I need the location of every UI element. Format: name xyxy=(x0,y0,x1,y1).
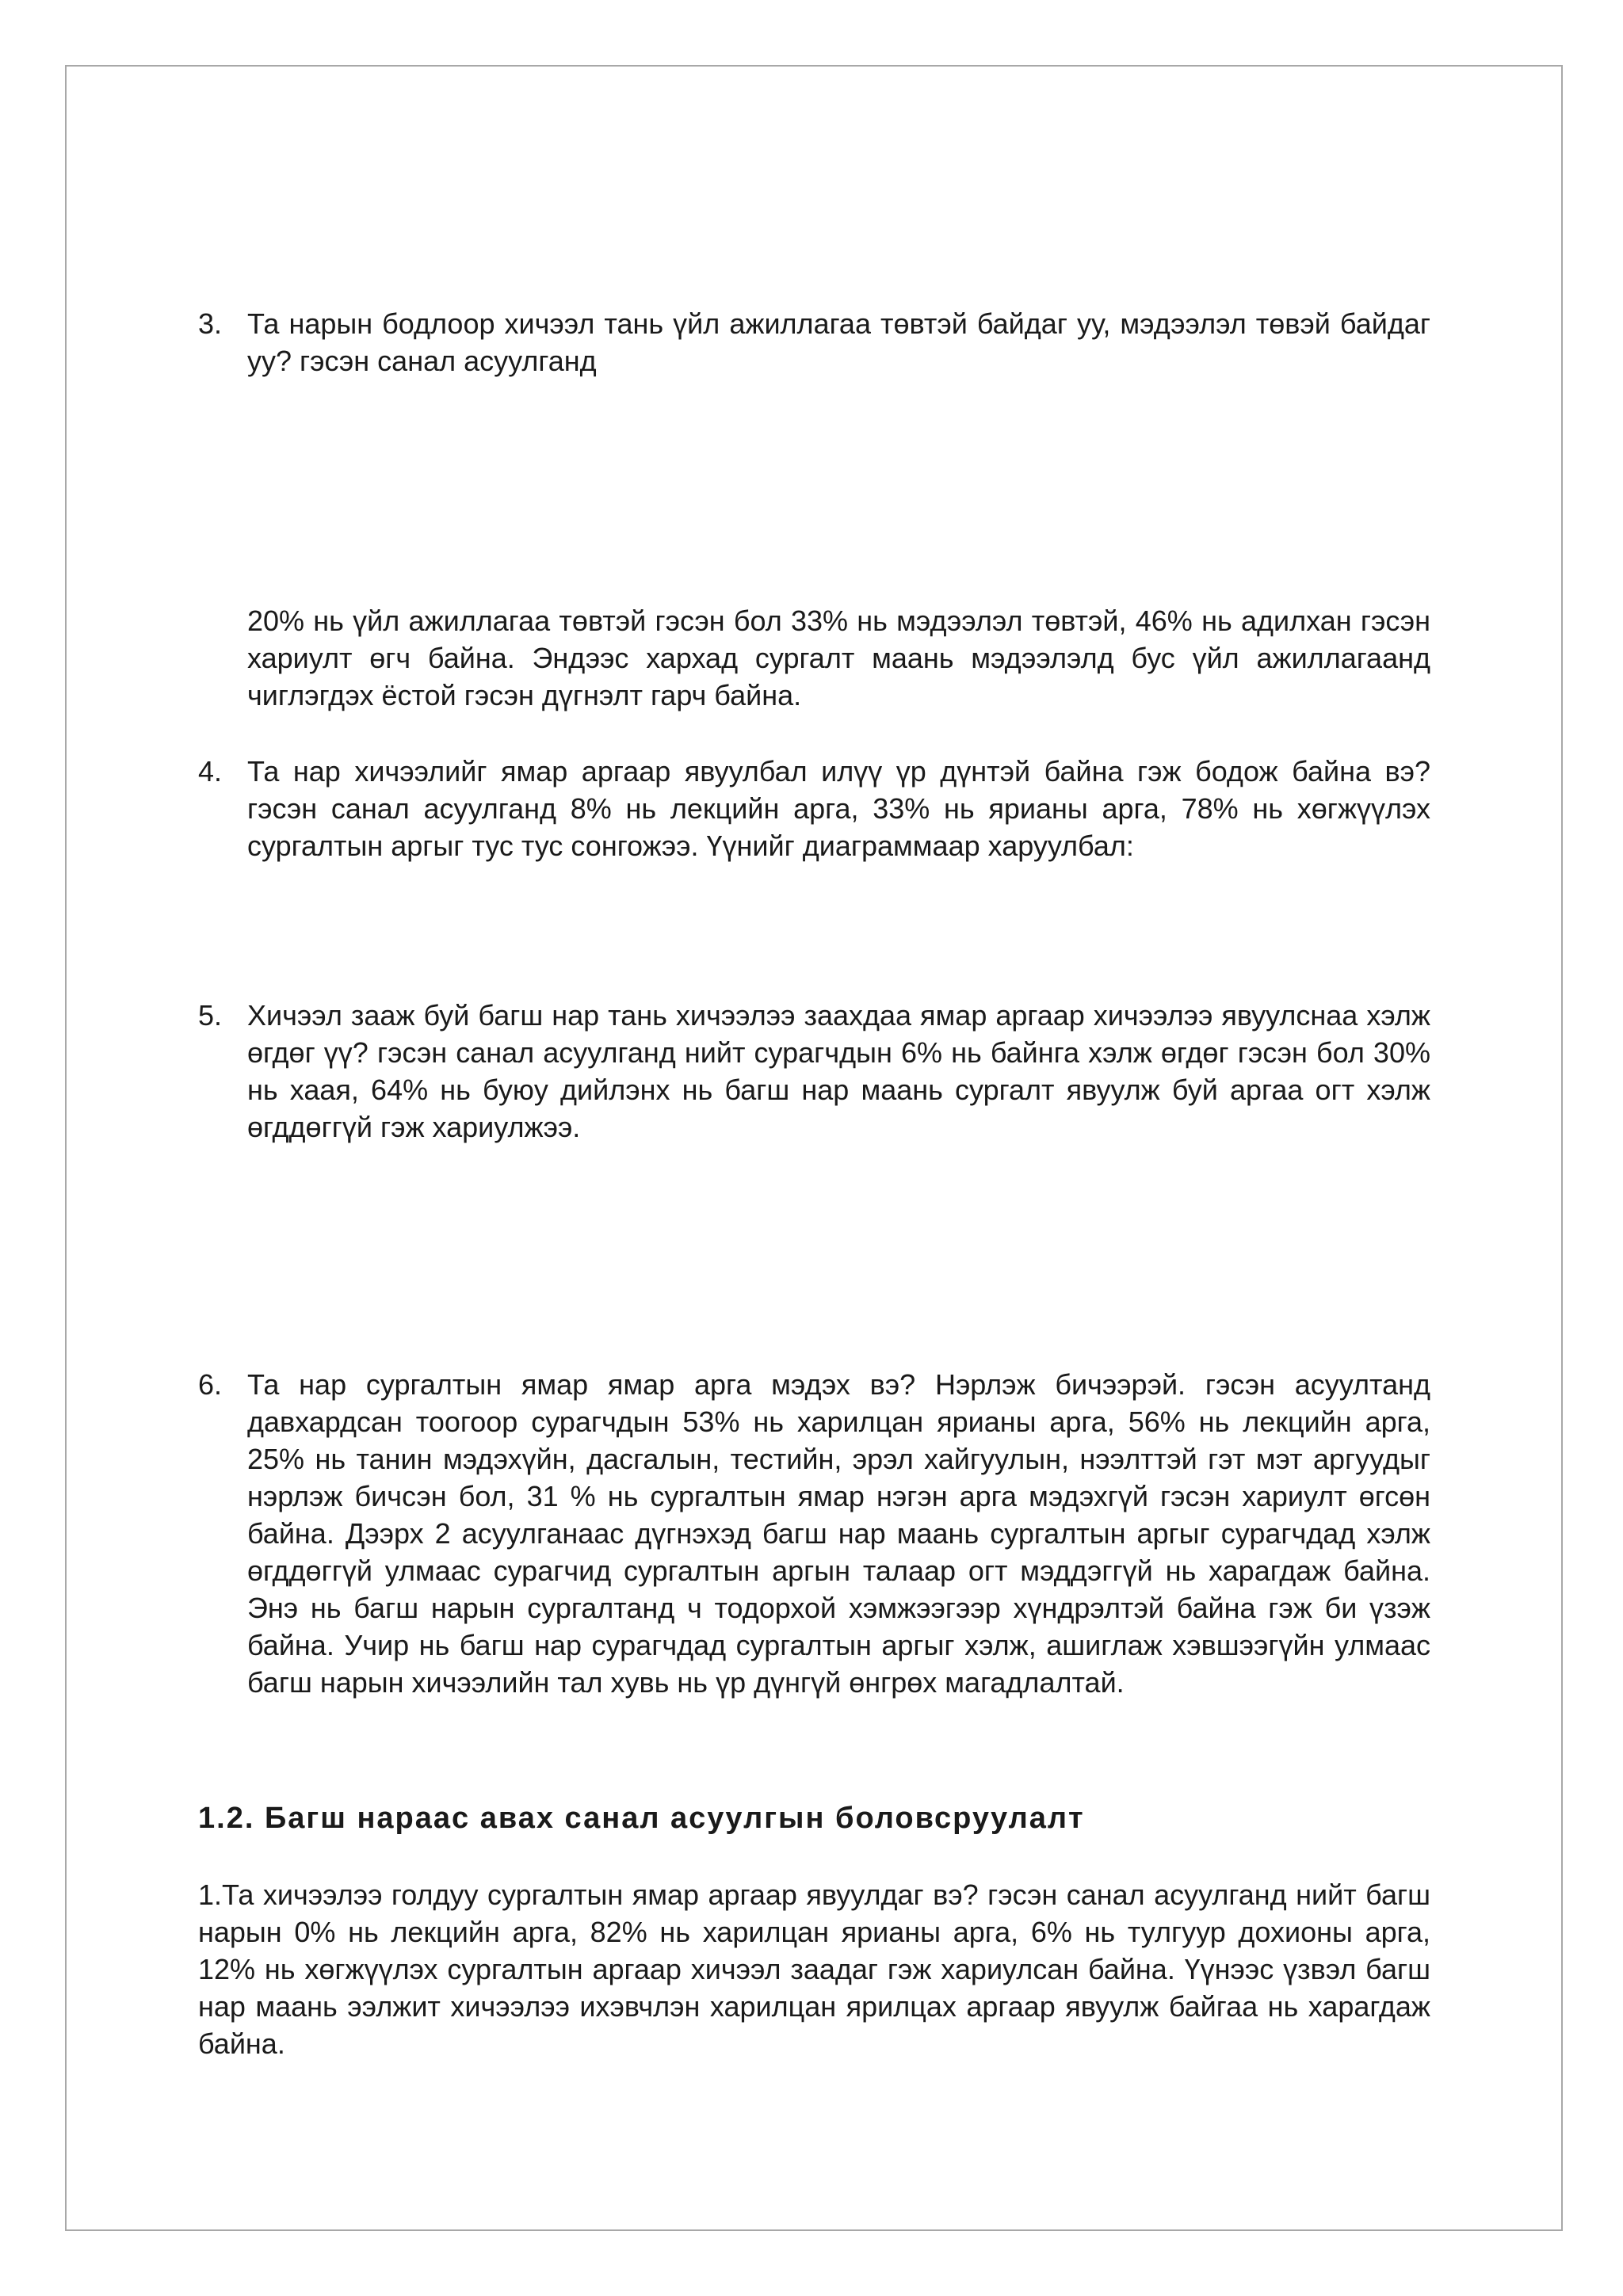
item-number: 3. xyxy=(198,307,223,340)
item-number: 5. xyxy=(198,999,223,1032)
q3-result-paragraph: 20% нь үйл ажиллагаа төвтэй гэсэн бол 33% нь мэдээлэл төвтэй, 46% нь адилхан гэсэн хариулт өгч байна. Эндээс хархад сургалт маань мэдээлэлд бус үйл ажиллагаанд чиглэгдэх ёстой гэсэн дүгнэлт гарч байна. xyxy=(247,605,1430,711)
item-text: Та нар сургалтын ямар ямар арга мэдэх вэ? Нэрлэж бичээрэй. гэсэн асуултанд давхардсан тоогоор сурагчдын 53% нь харилцан ярианы арга, 56% нь лекцийн арга, 25% нь танин мэдэхүйн, дасгалын, тестийн, эрэл хайгуулын, нээлттэй гэт мэт аргуудыг нэрлэж бичсэн бол, 31 % нь сургалтын ямар нэгэн арга мэдэхгүй гэсэн хариулт өгсөн байна. Дээрх 2 асуулганаас дүгнэхэд багш нар маань сургалтын аргыг сурагчдад хэлж өгддөггүй улмаас сурагчид сургалтын аргын талаар огт мэддэггүй нь харагдаж байна. Энэ нь багш нарын сургалтанд ч тодорхой хэмжээгээр хүндрэлтэй байна гэж би үзэж байна. Учир нь багш нар сурагчдад сургалтын аргыг хэлж, ашиглаж хэвшээгүйн улмаас багш нарын хичээлийн тал хувь нь үр дүнгүй өнгрөх магадлалтай. xyxy=(247,1368,1430,1699)
item-q3 xyxy=(198,305,1430,379)
section-heading: 1.2. Багш нараас авах санал асуулгын боловсруулалт xyxy=(198,1802,1085,1835)
section-paragraph: 1.Та хичээлээ голдуу сургалтын ямар аргаар явуулдаг вэ? гэсэн санал асуулганд нийт багш нарын 0% нь лекцийн арга, 82% нь харилцан ярианы арга, 6% нь тулгуур дохионы арга, 12% нь хөгжүүлэх сургалтын аргаар хичээл заадаг гэж хариулсан байна. Үүнээс үзвэл багш нар маань ээлжит хичээлээ ихэвчлэн харилцан ярилцах аргаар явуулж байгаа нь харагдаж байна. xyxy=(198,1878,1430,2060)
item-text: Хичээл зааж буй багш нар тань хичээлээ заахдаа ямар аргаар хичээлээ явуулснаа хэлж өгдөг үү? гэсэн санал асуулганд нийт сурагчдын 6% нь байнга хэлж өгдөг гэсэн бол 30% нь хаая, 64% нь буюу дийлэнх нь багш нар маань сургалт явуулж буй аргаа огт хэлж өгддөггүй гэж хариулжээ. xyxy=(247,999,1430,1143)
item-q6 xyxy=(198,1366,1430,1701)
item-text: Та нар хичээлийг ямар аргаар явуулбал илүү үр дүнтэй байна гэж бодож байна вэ? гэсэн санал асуулганд 8% нь лекцийн арга, 33% нь ярианы арга, 78% нь хөгжүүлэх сургалтын аргыг тус тус сонгожээ. Үүнийг диаграммаар харуулбал: xyxy=(247,755,1430,862)
item-q5 xyxy=(198,997,1430,1146)
item-text: Та нарын бодлоор хичээл тань үйл ажиллагаа төвтэй байдаг уу, мэдээлэл төвэй байдаг уу? гэсэн санал асуулганд xyxy=(247,307,1430,377)
item-number: 6. xyxy=(198,1368,223,1401)
item-q4 xyxy=(198,753,1430,864)
item-number: 4. xyxy=(198,755,223,788)
